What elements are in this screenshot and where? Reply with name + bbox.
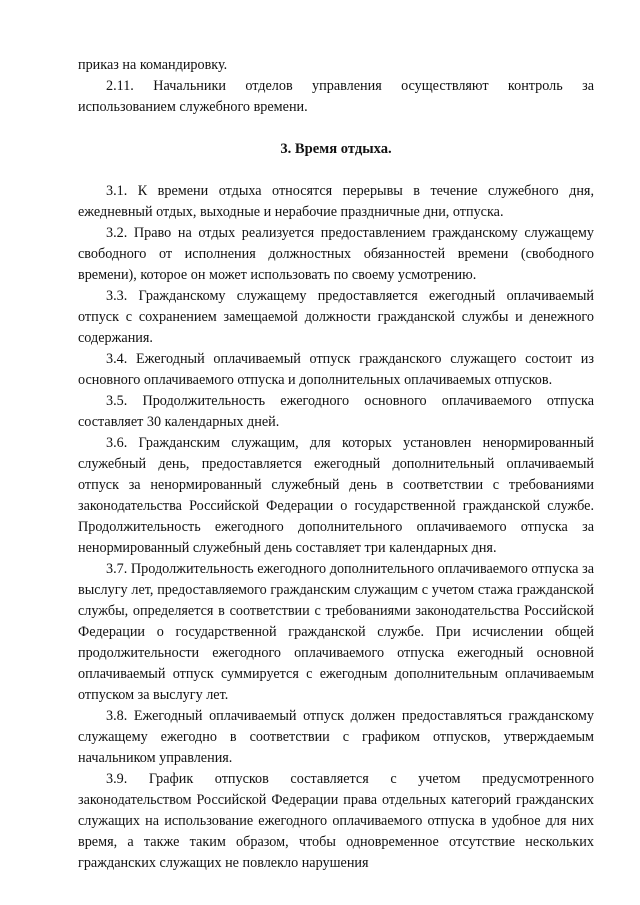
paragraph-3-5: 3.5. Продолжительность ежегодного основного оплачиваемого отпуска составляет 30 календарных дней.: [78, 393, 594, 430]
section-heading: 3. Время отдыха.: [280, 141, 392, 157]
paragraph-3-9: 3.9. График отпусков составляется с учетом предусмотренного законодательством Российской Федерации права отдельных категорий гражданских служащих на использование ежегодного оплачиваемого отпуска в удобное для них время, а также таким образом, чтобы одновременное отсутствие нескольких гражданских служащих не повлекло нарушения: [78, 771, 594, 871]
document-page: [78, 55, 594, 874]
paragraph-3-8: 3.8. Ежегодный оплачиваемый отпуск должен предоставляться гражданскому служащему ежегодно в соответствии с графиком отпусков, утверждаемым начальником управления.: [78, 708, 594, 766]
paragraph-3-4: 3.4. Ежегодный оплачиваемый отпуск гражданского служащего состоит из основного оплачиваемого отпуска и дополнительных оплачиваемых отпусков.: [78, 351, 594, 388]
paragraph-3-2: 3.2. Право на отдых реализуется предоставлением гражданскому служащему свободного от исполнения должностных обязанностей времени (свободного времени), которое он может использовать по своему усмотрению.: [78, 225, 594, 283]
paragraph-3-6: 3.6. Гражданским служащим, для которых установлен ненормированный служебный день, предоставляется ежегодный дополнительный оплачиваемый отпуск за ненормированный служебный день в соответствии с требованиями законодательства Российской Федерации о государственной гражданской службе. Продолжительность ежегодного дополнительного оплачиваемого отпуска за ненормированный служебный день составляет три календарных дня.: [78, 435, 594, 556]
paragraph-2-11: 2.11. Начальники отделов управления осуществляют контроль за использованием служебного времени.: [78, 78, 594, 115]
paragraph-3-1: 3.1. К времени отдыха относятся перерывы в течение служебного дня, ежедневный отдых, выходные и нерабочие праздничные дни, отпуска.: [78, 183, 594, 220]
paragraph-3-3: 3.3. Гражданскому служащему предоставляется ежегодный оплачиваемый отпуск с сохранением замещаемой должности гражданской службы и денежного содержания.: [78, 288, 594, 346]
top-fragment: приказ на командировку.: [78, 57, 228, 73]
paragraph-3-7: 3.7. Продолжительность ежегодного дополнительного оплачиваемого отпуска за выслугу лет, предоставляемого гражданским служащим с учетом стажа гражданской службы, определяется в соответствии с требованиями законодательства Российской Федерации о государственной гражданской службе. При исчислении общей продолжительности ежегодного оплачиваемого отпуска ежегодный основной оплачиваемый отпуск суммируется с ежегодным дополнительным оплачиваемым отпуском за выслугу лет.: [78, 561, 594, 703]
